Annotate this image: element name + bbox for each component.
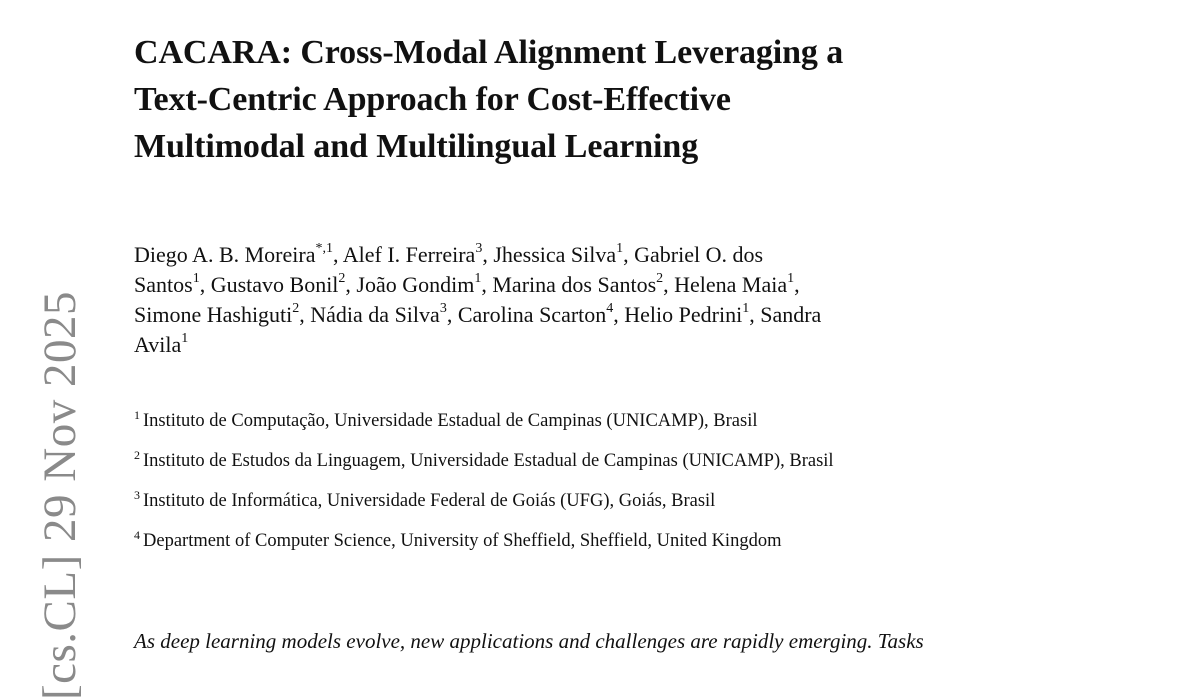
author-line: Santos$^1$, Gustavo Bonil$^2$, João Gondim$^1$, Marina dos Santos$^2$, Helena Maia$^1$, [134,270,800,297]
affiliation: $^2$ Instituto de Estudos da Linguagem, Universidade Estadual de Campinas (UNICAMP), Brasil [134,447,834,471]
author: Carolina Scarton$^4$ [457,300,614,327]
author-line: Diego A. B. Moreira$^{*,1}$, Alef I. Ferreira$^3$, Jhessica Silva$^1$, Gabriel O. dos [134,240,764,267]
author-line: Simone Hashiguti$^2$, Nádia da Silva$^3$, Carolina Scarton$^4$, Helio Pedrini$^1$, Sandra [134,300,822,327]
arxiv-side-stamp: [cs.CL] 29 Nov 2025 [34,291,86,700]
author: Gustavo Bonil$^2$ [210,270,346,297]
title-line: Text-Centric Approach for Cost-Effective [134,81,731,118]
title-line: CACARA: Cross-Modal Alignment Leveraging a [134,34,844,71]
affiliation: $^3$ Instituto de Informática, Universidade Federal de Goiás (UFG), Goiás, Brasil [134,487,716,511]
author-line [134,330,1094,360]
author: Simone Hashiguti$^2$ [134,300,300,327]
affiliation-list [134,408,1134,568]
author: Gabriel O. dos [634,242,764,267]
author: Helio Pedrini$^1$ [624,300,750,327]
title-line: Multimodal and Multilingual Learning [134,128,699,165]
author: Avila$^1$ [134,330,189,357]
affiliation: $^4$ Department of Computer Science, University of Sheffield, Sheffield, United Kingdom [134,527,782,551]
author: Marina dos Santos$^2$ [492,270,664,297]
author: Santos$^1$ [134,270,200,297]
abstract-text: As deep learning models evolve, new applications and challenges are rapidly emerging. Tasks [134,629,924,653]
author: Helena Maia$^1$ [674,270,795,297]
author: Alef I. Ferreira$^3$ [342,240,483,267]
author: Sandra [760,302,822,327]
paper-title [134,29,1134,170]
author: Jhessica Silva$^1$ [493,240,624,267]
author: João Gondim$^1$ [356,270,482,297]
author: Nádia da Silva$^3$ [310,300,447,327]
author: Diego A. B. Moreira$^{*,1}$ [134,240,333,267]
affiliation: $^1$ Instituto de Computação, Universidade Estadual de Campinas (UNICAMP), Brasil [134,407,758,431]
author-list [134,240,1094,360]
